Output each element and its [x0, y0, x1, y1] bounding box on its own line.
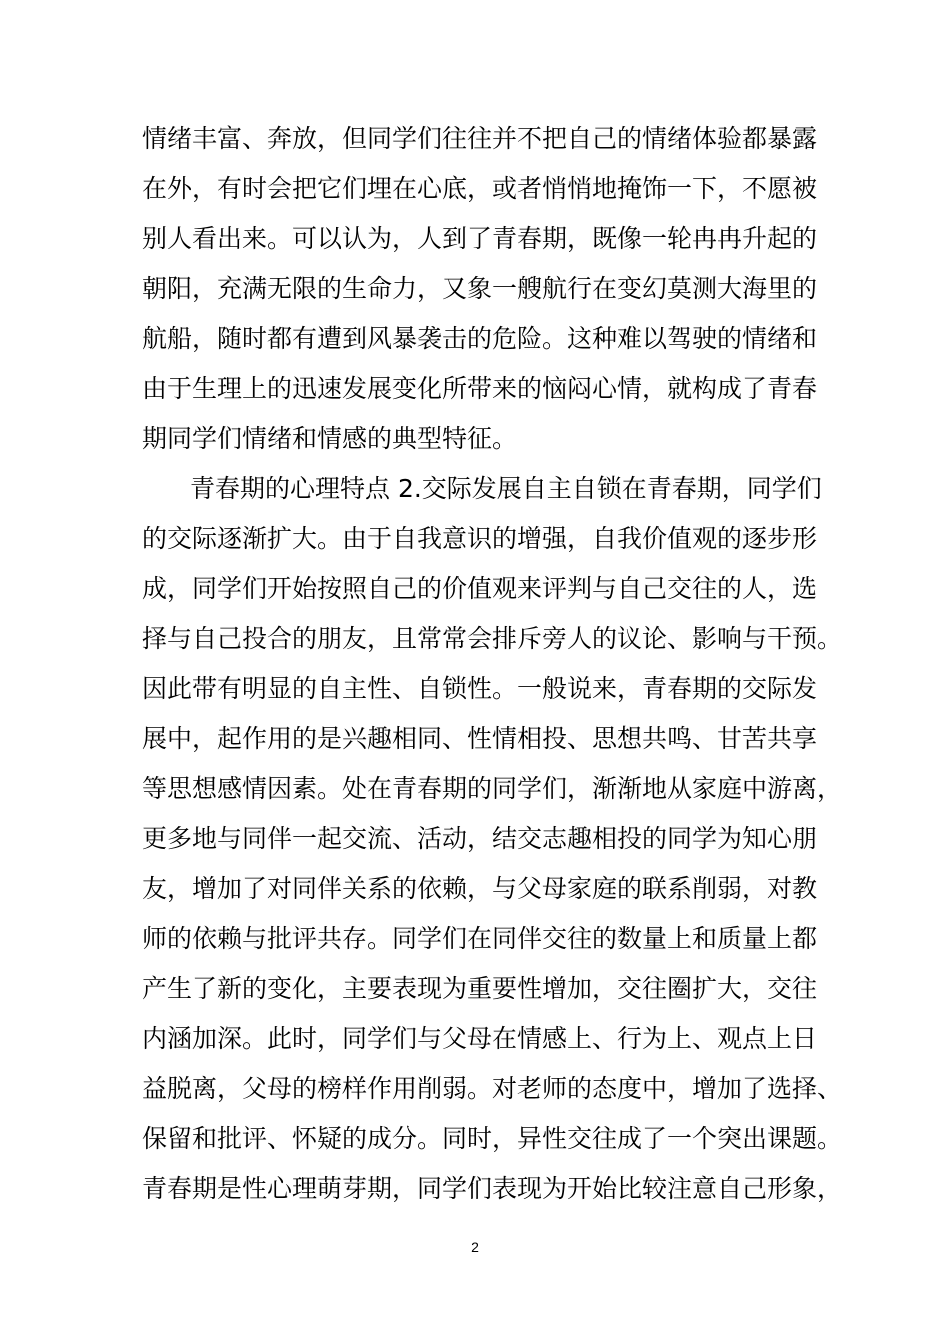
text-line: 别人看出来。可以认为，人到了青春期，既像一轮冉冉升起的	[142, 224, 818, 253]
text-line: 期同学们情绪和情感的典型特征。	[142, 424, 518, 453]
text-line: 保留和批评、怀疑的成分。同时，异性交往成了一个突出课题。	[142, 1124, 843, 1153]
text-line: 成，同学们开始按照自己的价值观来评判与自己交往的人，选	[142, 574, 818, 603]
text-line: 择与自己投合的朋友，且常常会排斥旁人的议论、影响与干预。	[142, 624, 843, 653]
page-number: 2	[471, 1239, 479, 1255]
text-line: 由于生理上的迅速发展变化所带来的恼闷心情，就构成了青春	[142, 374, 818, 403]
text-line: 青春期的心理特点 2.交际发展自主自锁在青春期，同学们	[190, 474, 822, 503]
text-line: 友，增加了对同伴关系的依赖，与父母家庭的联系削弱，对教	[142, 874, 818, 903]
text-line: 因此带有明显的自主性、自锁性。一般说来，青春期的交际发	[142, 674, 818, 703]
text-line: 在外，有时会把它们埋在心底，或者悄悄地掩饰一下，不愿被	[142, 174, 818, 203]
text-line: 师的依赖与批评共存。同学们在同伴交往的数量上和质量上都	[142, 924, 818, 953]
text-line: 青春期是性心理萌芽期，同学们表现为开始比较注意自己形象，	[142, 1174, 843, 1203]
text-line: 情绪丰富、奔放，但同学们往往并不把自己的情绪体验都暴露	[142, 124, 818, 153]
text-line: 展中，起作用的是兴趣相同、性情相投、思想共鸣、甘苦共享	[142, 724, 818, 753]
text-line: 产生了新的变化，主要表现为重要性增加，交往圈扩大，交往	[142, 974, 818, 1003]
text-line: 航船，随时都有遭到风暴袭击的危险。这种难以驾驶的情绪和	[142, 324, 818, 353]
text-line: 益脱离，父母的榜样作用削弱。对老师的态度中，增加了选择、	[142, 1074, 843, 1103]
text-line: 的交际逐渐扩大。由于自我意识的增强，自我价值观的逐步形	[142, 524, 818, 553]
text-line: 等思想感情因素。处在青春期的同学们，渐渐地从家庭中游离，	[142, 774, 843, 803]
text-line: 朝阳，充满无限的生命力，又象一艘航行在变幻莫测大海里的	[142, 274, 818, 303]
text-line: 更多地与同伴一起交流、活动，结交志趣相投的同学为知心朋	[142, 824, 818, 853]
text-line: 内涵加深。此时，同学们与父母在情感上、行为上、观点上日	[142, 1024, 818, 1053]
